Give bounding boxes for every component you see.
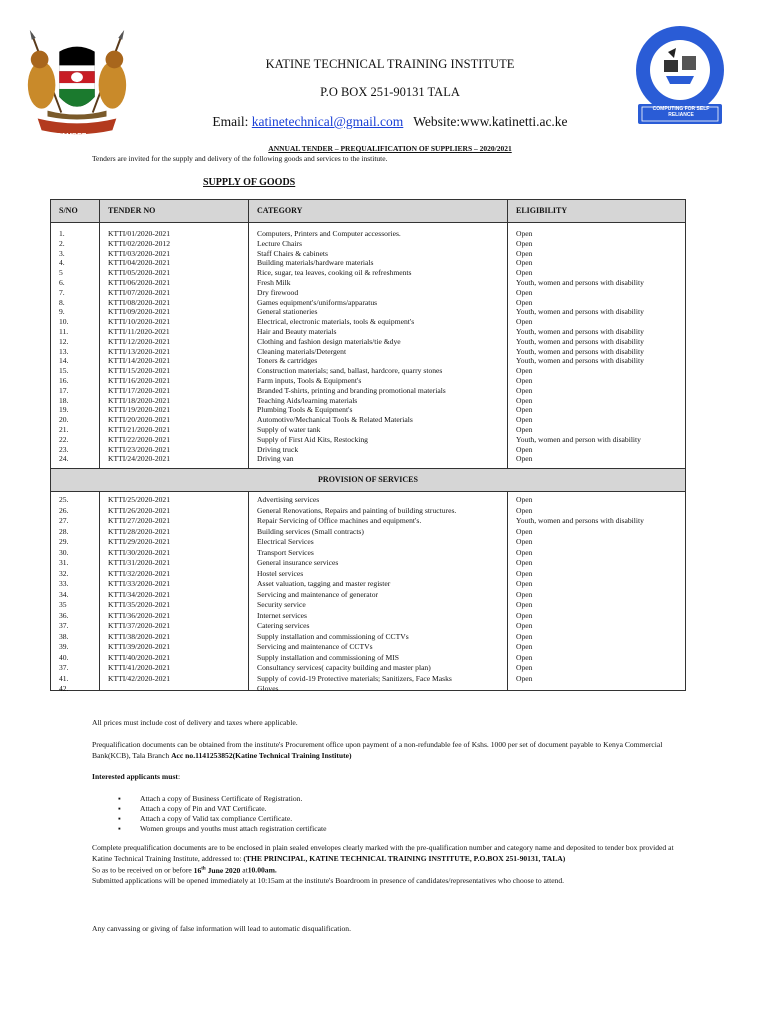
deadline-at: at [242,865,248,875]
table-cell-tender-no: KTTI/28/2020-2021 [108,526,171,536]
table-cell-tender-no: KTTI/02/2020-2012 [108,238,171,248]
opening-note: Submitted applications will be opened immediately at 10:15am at the institute's Boardroom in presence of candidates/representatives who choose to attend. [92,876,565,886]
requirement-text: Attach a copy of Pin and VAT Certificate. [140,804,267,813]
submission-address: (THE PRINCIPAL, KATINE TECHNICAL TRAINING INSTITUTE, P.O.BOX 251-90131, TALA) [243,853,566,863]
table-cell-eligibility: Open [516,642,533,651]
document-title: ANNUAL TENDER – PREQUALIFICATION OF SUPPLIERS – 2020/2021 [268,144,512,153]
deadline-day: 16 [193,865,202,875]
table-cell-category: Plumbing Tools & Equipment's [257,405,353,415]
table-cell-sno: 11. [59,326,69,336]
requirement-text: Attach a copy of Business Certificate of Registration. [140,794,303,803]
goods-category-column [249,223,508,468]
table-cell-eligibility: Youth, women and person with disability [516,434,641,444]
institution-name: KATINE TECHNICAL TRAINING INSTITUTE [265,57,515,71]
table-cell-category: Servicing and maintenance of generator [257,589,379,599]
prequalification-text: Prequalification documents can be obtained from the institute's Procurement office upon payment of a non-refundable fee of Kshs. 1000 per set of document payable to Kenya Commercial Bank(KCB), Tala Branch [92,740,663,760]
table-cell-category: Catering services [257,621,310,630]
interested-colon: : [177,772,181,781]
table-cell-tender-no: KTTI/40/2020-2021 [108,652,171,662]
table-cell-eligibility: Youth, women and persons with disability [516,516,644,525]
goods-section [51,223,685,468]
table-cell-tender-no: KTTI/17/2020-2021 [108,385,171,395]
table-cell-tender-no: KTTI/12/2020-2021 [108,336,171,346]
table-cell-tender-no: KTTI/20/2020-2021 [108,415,171,425]
table-cell-sno: 9. [59,307,65,317]
table-cell-sno: 29. [59,537,69,546]
deadline-time: 10.00am. [247,865,277,875]
table-cell-category: Supply of covid-19 Protective materials; Sanitizers, Face Masks [257,673,452,683]
table-cell-category: Supply installation and commissioning of MIS [257,652,399,662]
table-cell-sno: 34. [59,589,69,599]
table-cell-category: General stationeries [257,307,318,317]
table-cell-category: Transport Services [257,547,314,557]
table-cell-category: Games equipment's/uniforms/apparatus [257,297,378,307]
table-cell-eligibility: Open [516,579,533,588]
table-cell-eligibility: Youth, women and persons with disability [516,326,644,336]
table-cell-tender-no: KTTI/06/2020-2021 [108,277,171,287]
table-cell-tender-no: KTTI/08/2020-2021 [108,297,171,307]
table-cell-tender-no: KTTI/04/2020-2021 [108,258,171,268]
requirement-item [118,814,326,824]
table-cell-tender-no: KTTI/22/2020-2021 [108,434,171,444]
table-cell-eligibility: Open [516,663,533,672]
services-sno-column [51,492,100,693]
table-header-row [51,200,685,223]
table-cell-sno: 42. [59,684,69,693]
table-cell-tender-no: KTTI/11/2020-2021 [108,326,170,336]
table-cell-sno: 21. [59,424,69,434]
supply-of-goods-heading: SUPPLY OF GOODS [203,177,296,188]
table-cell-category: Hostel services [257,568,304,578]
table-cell-eligibility: Open [516,405,533,415]
email-link[interactable]: katinetechnical@gmail.com [251,114,404,129]
table-cell-sno: 4. [59,258,65,268]
account-number: Acc no.1141253852(Katine Technical Training Institute) [171,750,352,760]
bullet-icon: ▪ [118,814,121,823]
table-cell-sno: 2. [59,238,65,248]
table-cell-tender-no: KTTI/14/2020-2021 [108,356,171,366]
table-cell-tender-no: KTTI/27/2020-2021 [108,516,171,525]
table-cell-eligibility: Open [516,229,533,238]
logo-banner-text: COMPUTING FOR SELF RELIANCE [652,106,710,118]
table-cell-category: Electrical Services [257,537,314,546]
table-cell-tender-no: KTTI/03/2020-2021 [108,248,171,258]
table-cell-tender-no: KTTI/32/2020-2021 [108,568,171,578]
table-cell-eligibility: Open [516,248,533,258]
table-cell-tender-no: KTTI/23/2020-2021 [108,444,171,454]
table-cell-category: Internet services [257,610,307,620]
table-cell-category: Lecture Chairs [257,238,302,248]
goods-eligibility-column [508,223,683,468]
requirement-text: Women groups and youths must attach registration certificate [140,824,327,833]
table-cell-sno: 14. [59,356,69,366]
table-cell-eligibility: Open [516,454,533,464]
tender-table [50,199,686,691]
table-cell-tender-no: KTTI/29/2020-2021 [108,537,171,546]
table-cell-eligibility: Open [516,558,533,567]
table-cell-category: Construction materials; sand, ballast, hardcore, quarry stones [257,366,443,376]
table-cell-eligibility: Open [516,610,533,620]
table-cell-tender-no: KTTI/15/2020-2021 [108,366,171,376]
table-cell-category: Supply of water tank [257,424,321,434]
table-cell-category: Automotive/Mechanical Tools & Related Materials [257,415,413,425]
goods-tender-column [100,223,249,468]
table-cell-eligibility: Youth, women and persons with disability [516,277,644,287]
table-cell-sno: 36. [59,610,69,620]
table-cell-eligibility: Youth, women and persons with disability [516,336,644,346]
requirement-item [118,794,326,804]
table-cell-category: Building materials/hardware materials [257,258,374,268]
table-cell-tender-no: KTTI/13/2020-2021 [108,346,171,356]
table-cell-tender-no: KTTI/19/2020-2021 [108,405,171,415]
table-cell-sno: 40. [59,652,69,662]
table-cell-tender-no: KTTI/35/2020-2021 [108,600,171,609]
table-cell-category: Supply installation and commissioning of CCTVs [257,631,409,641]
table-cell-eligibility: Open [516,415,533,425]
table-cell-tender-no: KTTI/31/2020-2021 [108,558,171,567]
table-cell-category: Staff Chairs & cabinets [257,248,328,258]
table-cell-eligibility: Open [516,268,533,278]
table-cell-sno: 26. [59,505,69,515]
deadline-day-suffix: th [201,866,206,871]
table-cell-eligibility: Open [516,568,533,578]
table-cell-tender-no: KTTI/38/2020-2021 [108,631,171,641]
table-cell-sno: 3. [59,248,65,258]
disqualification-warning: Any canvassing or giving of false information will lead to automatic disqualification. [92,924,351,933]
table-cell-tender-no: KTTI/01/2020-2021 [108,229,171,238]
table-cell-eligibility: Open [516,537,533,546]
requirement-text: Attach a copy of Valid tax compliance Certificate. [140,814,293,823]
table-cell-tender-no: KTTI/26/2020-2021 [108,505,171,515]
table-cell-tender-no: KTTI/42/2020-2021 [108,673,171,683]
services-section-heading: PROVISION OF SERVICES [51,468,685,492]
bullet-icon: ▪ [118,804,121,813]
table-cell-eligibility: Open [516,600,533,609]
prices-note: All prices must include cost of delivery and taxes where applicable. [92,718,298,727]
table-cell-sno: 22. [59,434,69,444]
table-cell-tender-no: KTTI/25/2020-2021 [108,495,171,504]
table-cell-sno: 32. [59,568,69,578]
table-cell-eligibility: Open [516,375,533,385]
header-eligibility: ELIGIBILITY [516,206,568,215]
header-category: CATEGORY [249,200,508,222]
table-cell-tender-no: KTTI/36/2020-2021 [108,610,171,620]
table-cell-eligibility: Open [516,238,533,248]
table-cell-sno: 8. [59,297,65,307]
table-cell-category: Advertising services [257,495,320,504]
table-cell-eligibility: Open [516,652,533,662]
table-cell-sno: 24. [59,454,69,464]
coat-motto: HARAMBEE [46,133,87,140]
submission-note [92,843,682,887]
table-cell-eligibility: Youth, women and persons with disability [516,356,644,366]
table-cell-category: Hair and Beauty materials [257,326,337,336]
table-cell-sno: 5 [59,268,63,278]
table-cell-eligibility: Open [516,621,533,630]
table-cell-sno: 16. [59,375,69,385]
table-cell-sno: 37. [59,663,69,672]
table-cell-category: General Renovations, Repairs and painting of building structures. [257,505,457,515]
table-cell-sno: 12. [59,336,69,346]
table-cell-tender-no: KTTI/10/2020-2021 [108,317,171,327]
table-cell-eligibility: Open [516,673,533,683]
table-cell-sno: 19. [59,405,69,415]
table-cell-category: Fresh Milk [257,277,291,287]
table-cell-sno: 17. [59,385,69,395]
table-cell-sno: 28. [59,526,69,536]
table-cell-eligibility: Open [516,495,533,504]
table-cell-category: Rice, sugar, tea leaves, cooking oil & refreshments [257,268,412,278]
table-cell-sno: 39. [59,642,69,651]
table-cell-sno: 37. [59,621,69,630]
table-cell-eligibility: Open [516,547,533,557]
table-cell-tender-no: KTTI/24/2020-2021 [108,454,171,464]
table-cell-eligibility: Open [516,589,533,599]
table-cell-category: Branded T-shirts, printing and branding promotional materials [257,385,446,395]
table-cell-eligibility: Open [516,631,533,641]
table-cell-category: Asset valuation, tagging and master register [257,579,391,588]
institution-pobox: P.O BOX 251-90131 TALA [320,85,460,99]
interested-label: Interested applicants must [92,772,178,781]
table-cell-sno: 41. [59,673,69,683]
prequalification-note [92,740,682,761]
table-cell-category: Electrical, electronic materials, tools & equipment's [257,317,415,327]
table-cell-category: Clothing and fashion design materials/tie &dye [257,336,401,346]
table-cell-category: Consultancy services( capacity building and master plan) [257,663,431,672]
requirement-item [118,824,326,834]
table-cell-tender-no: KTTI/33/2020-2021 [108,579,171,588]
table-cell-sno: 6. [59,277,65,287]
table-cell-sno: 7. [59,287,65,297]
interested-applicants-heading [92,772,682,783]
submission-text: Complete prequalification documents are to be enclosed in plain sealed envelopes clearly marked with the pre-qualification number and category name and deposited to tender box provided at Katine Technical Training Institute, addressed to: [92,843,674,863]
table-cell-sno: 27. [59,516,69,525]
services-section [51,492,685,693]
table-cell-tender-no: KTTI/18/2020-2021 [108,395,171,405]
table-cell-category: Farm inputs, Tools & Equipment's [257,375,362,385]
table-cell-sno: 18. [59,395,69,405]
coat-of-arms-icon [18,28,136,146]
table-cell-eligibility: Open [516,444,533,454]
table-cell-eligibility: Open [516,395,533,405]
table-cell-tender-no: KTTI/05/2020-2021 [108,268,171,278]
table-cell-tender-no: KTTI/39/2020-2021 [108,642,171,651]
table-cell-category: Security service [257,600,306,609]
services-eligibility-column [508,492,683,690]
table-cell-category: Gloves [257,684,279,693]
intro-text: Tenders are invited for the supply and delivery of the following goods and services to the institute. [92,154,388,163]
table-cell-eligibility: Youth, women and persons with disability [516,346,644,356]
table-cell-eligibility: Open [516,505,533,515]
table-cell-category: Toners & cartridges [257,356,318,366]
table-cell-tender-no: KTTI/07/2020-2021 [108,287,171,297]
table-cell-eligibility: Open [516,366,533,376]
table-cell-category: Teaching Aids/learning materials [257,395,358,405]
goods-sno-column [51,223,100,468]
requirement-item [118,804,326,814]
table-cell-category: Building services (Small contracts) [257,526,364,536]
table-cell-sno: 35 [59,600,67,609]
table-cell-sno: 10. [59,317,69,327]
table-cell-sno: 1. [59,229,65,238]
header-tender-no: TENDER NO [100,200,249,222]
table-cell-eligibility: Open [516,258,533,268]
table-cell-tender-no: KTTI/37/2020-2021 [108,621,171,630]
table-cell-sno: 31. [59,558,69,567]
table-cell-eligibility: Open [516,424,533,434]
table-cell-category: Repair Servicing of Office machines and equipment's. [257,516,422,525]
deadline-date: June 2020 [207,865,241,875]
bullet-icon: ▪ [118,794,121,803]
table-cell-tender-no: KTTI/16/2020-2021 [108,375,171,385]
table-cell-eligibility: Open [516,385,533,395]
header-sno: S/NO [51,200,100,222]
table-cell-eligibility: Open [516,297,533,307]
table-cell-sno: 25. [59,495,69,504]
table-cell-category: Computers, Printers and Computer accessories. [257,229,401,238]
services-category-column [249,492,508,693]
table-cell-category: General insurance services [257,558,339,567]
table-cell-sno: 13. [59,346,69,356]
table-cell-eligibility: Open [516,526,533,536]
contact-line [150,114,630,130]
table-cell-eligibility: Youth, women and persons with disability [516,307,644,317]
table-cell-sno: 23. [59,444,69,454]
email-label: Email: [212,114,249,129]
table-cell-eligibility: Open [516,317,533,327]
table-cell-category: Cleaning materials/Detergent [257,346,347,356]
table-cell-tender-no: KTTI/09/2020-2021 [108,307,171,317]
table-cell-tender-no: KTTI/21/2020-2021 [108,424,171,434]
table-cell-sno: 33. [59,579,69,588]
requirements-list [118,794,326,834]
table-cell-tender-no: KTTI/34/2020-2021 [108,589,171,599]
bullet-icon: ▪ [118,824,121,833]
table-cell-sno: 38. [59,631,69,641]
table-cell-tender-no: KTTI/41/2020-2021 [108,663,171,672]
table-cell-sno: 15. [59,366,69,376]
website-text: Website:www.katinetti.ac.ke [413,114,568,129]
deadline-prefix: So as to be received on or before [92,865,192,875]
table-cell-tender-no: KTTI/30/2020-2021 [108,547,171,557]
table-cell-sno: 20. [59,415,69,425]
table-cell-category: Dry firewood [257,287,299,297]
table-cell-eligibility: Open [516,287,533,297]
table-cell-category: Supply of First Aid Kits, Restocking [257,434,368,444]
table-cell-sno: 30. [59,547,69,557]
services-tender-column [100,492,249,690]
table-cell-category: Driving truck [257,444,299,454]
table-cell-category: Servicing and maintenance of CCTVs [257,642,373,651]
table-cell-category: Driving van [257,454,294,464]
